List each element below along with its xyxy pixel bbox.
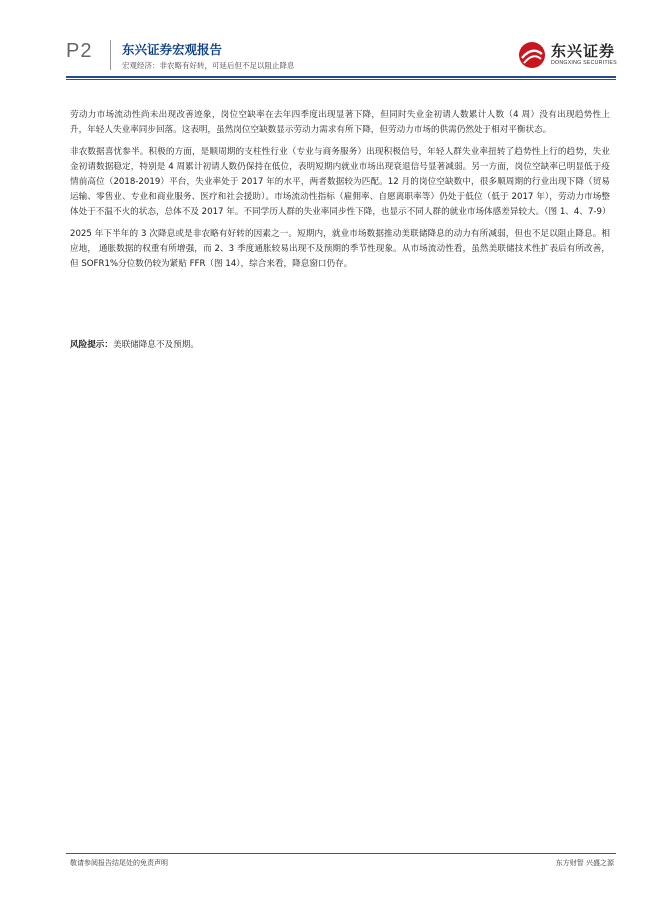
header-rule-thin (66, 79, 616, 80)
report-subtitle: 宏观经济：非农略有好转，可延后但不足以阻止降息 (122, 61, 295, 70)
footer-disclaimer: 敬请参阅报告结尾处的免责声明 (70, 859, 168, 867)
body-content (70, 108, 610, 279)
logo-mark-icon (517, 40, 547, 70)
risk-warning (70, 338, 199, 350)
report-series-title: 东兴证券宏观报告 (122, 42, 223, 57)
body-paragraph: 劳动力市场流动性尚未出现改善迹象，岗位空缺率在去年四季度出现显著下降，但同时失业金初请人数累计人数（4 周）没有出现趋势性上升，年轻人失业率同步回落。这表明，虽然岗位空缺数显示劳动力需求有所下降，但劳动力市场的供需仍然处于相对平衡状态。 (70, 110, 610, 135)
logo-english-text: DONGXING SECURITIES (551, 60, 617, 66)
body-paragraph: 非农数据喜忧参半。积极的方面，是顺周期的支柱性行业（专业与商务服务）出现积极信号，年轻人群失业率扭转了趋势性上行的趋势，失业金初请数据稳定，特别是 4 周累计初请人数仍保持在低位，表明短期内就业市场出现衰退信号显著减弱。另一方面，岗位空缺率已明显低于疫情前高位（2018-2019）平台，失业率处于 2017 年的水平，两者数据较为匹配。12 月的岗位空缺数中，很多顺周期的行业出现下降（贸易运输、零售业、专业和商业服务、医疗和社会援助）。市场流动性指标（雇佣率、自愿离职率等）仍处于低位（低于 2017 年），劳动力市场整体处于不温不火的状态，总体不及 2017 年。不同学历人群的失业率同步性下降，也显示不同人群的就业市场体感差异较大。（图 1、4、7-9） (70, 147, 611, 217)
risk-warning-label: 风险提示： (70, 340, 113, 350)
risk-warning-text: 美联储降息不及预期。 (112, 340, 199, 350)
footer-slogan: 东方财智 兴盛之源 (555, 859, 614, 867)
header-rule-thick (66, 76, 616, 78)
body-paragraph: 2025 年下半年的 3 次降息或是非农略有好转的因素之一。短期内，就业市场数据推动美联储降息的动力有所减弱，但也不足以阻止降息。相应地， 通胀数据的权重有所增强，而 2、3 季度通胀较易出现不及预期的季节性现象。从市场流动性看，虽然美联储技术性扩表后有所改善，但 SOFR1%分位数仍较为紧贴 FFR（图 14），综合来看，降息窗口仍存。 (70, 229, 610, 269)
footer-rule (66, 853, 616, 854)
company-logo (517, 38, 619, 74)
page-number: P2 (66, 40, 93, 62)
header-divider (110, 40, 111, 70)
logo-text: 东兴证券 (551, 42, 616, 60)
